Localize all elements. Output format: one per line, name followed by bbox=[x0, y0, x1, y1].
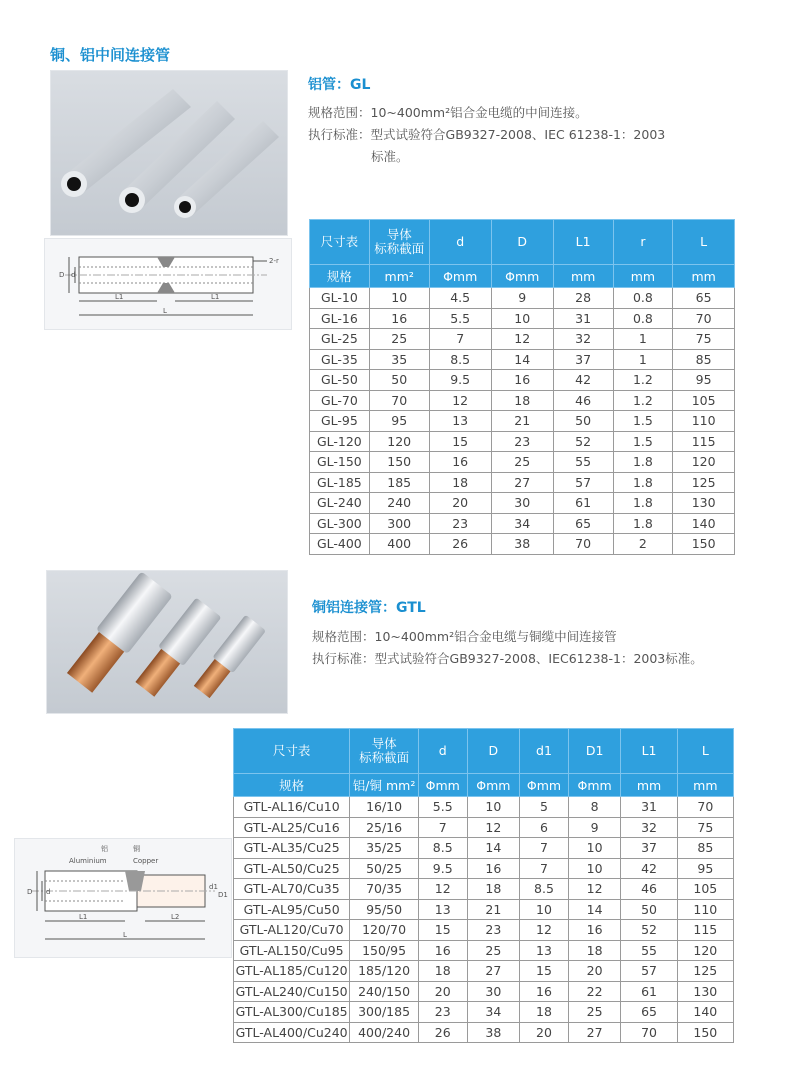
gl-header-cell: 尺寸表 bbox=[310, 220, 370, 265]
gtl-scope-text: 10~400mm²铝合金电缆与铜缆中间连接管 bbox=[374, 629, 617, 644]
gl-table-row bbox=[310, 534, 735, 555]
gl-table-cell: 1.2 bbox=[613, 370, 673, 391]
gl-table-cell: 150 bbox=[673, 534, 735, 555]
gtl-table-cell: 85 bbox=[677, 838, 733, 859]
gtl-table-cell: GTL-AL25/Cu16 bbox=[234, 817, 350, 838]
gl-table-cell: 50 bbox=[553, 411, 613, 432]
gtl-table-cell: 5 bbox=[520, 797, 569, 818]
gtl-table-cell: 400/240 bbox=[350, 1022, 419, 1043]
gl-table-cell: 52 bbox=[553, 431, 613, 452]
gtl-table-cell: 18 bbox=[568, 940, 621, 961]
gtl-table-cell: 42 bbox=[621, 858, 677, 879]
gl-label-L1-right: L1 bbox=[211, 293, 220, 301]
gtl-dimension-drawing bbox=[14, 838, 232, 958]
gtl-table-cell: 57 bbox=[621, 961, 677, 982]
gtl-table-cell: 16 bbox=[520, 981, 569, 1002]
gl-table-cell: 23 bbox=[429, 513, 491, 534]
gl-table-cell: 185 bbox=[369, 472, 429, 493]
gtl-table-cell: 27 bbox=[568, 1022, 621, 1043]
gtl-table-cell: GTL-AL300/Cu185 bbox=[234, 1002, 350, 1023]
gl-table-cell: 70 bbox=[553, 534, 613, 555]
gtl-table-cell: GTL-AL70/Cu35 bbox=[234, 879, 350, 900]
gtl-unit-cell: 铝/铜 mm² bbox=[350, 774, 419, 797]
gtl-table-cell: 16/10 bbox=[350, 797, 419, 818]
gtl-table-cell: 61 bbox=[621, 981, 677, 1002]
gtl-table-row bbox=[234, 961, 734, 982]
gtl-table-cell: 95 bbox=[677, 858, 733, 879]
gl-table-cell: 15 bbox=[429, 431, 491, 452]
gtl-table-cell: 21 bbox=[467, 899, 520, 920]
gtl-unit-cell: Φmm bbox=[467, 774, 520, 797]
gtl-table-cell: 25 bbox=[568, 1002, 621, 1023]
gl-dimension-drawing bbox=[44, 238, 292, 330]
gl-table-cell: 1.8 bbox=[613, 493, 673, 514]
gl-unit-row bbox=[310, 265, 735, 288]
gl-table-cell: 70 bbox=[673, 308, 735, 329]
gtl-table-cell: 7 bbox=[520, 858, 569, 879]
gtl-label-L1: L1 bbox=[79, 913, 88, 921]
gl-table-cell: 1.8 bbox=[613, 452, 673, 473]
gl-table-cell: 25 bbox=[491, 452, 553, 473]
gtl-header-cell: d bbox=[418, 729, 467, 774]
gtl-table-cell: GTL-AL95/Cu50 bbox=[234, 899, 350, 920]
gtl-table-cell: 55 bbox=[621, 940, 677, 961]
gl-table-cell: GL-120 bbox=[310, 431, 370, 452]
gtl-label-L: L bbox=[123, 931, 127, 939]
gtl-unit-cell: Φmm bbox=[418, 774, 467, 797]
gl-table-cell: 37 bbox=[553, 349, 613, 370]
gtl-table-cell: 12 bbox=[520, 920, 569, 941]
gl-table-cell: 0.8 bbox=[613, 288, 673, 309]
gl-table-cell: 1.2 bbox=[613, 390, 673, 411]
gtl-unit-cell: Φmm bbox=[520, 774, 569, 797]
gl-label-L1-left: L1 bbox=[115, 293, 124, 301]
gtl-table-cell: 150/95 bbox=[350, 940, 419, 961]
gl-table-cell: 26 bbox=[429, 534, 491, 555]
gtl-table-cell: 26 bbox=[418, 1022, 467, 1043]
gtl-table-row bbox=[234, 838, 734, 859]
gtl-table-cell: 15 bbox=[520, 961, 569, 982]
gl-description bbox=[308, 102, 728, 168]
gl-table-cell: 16 bbox=[369, 308, 429, 329]
gtl-table-cell: 5.5 bbox=[418, 797, 467, 818]
gtl-table-row bbox=[234, 797, 734, 818]
gl-table-cell: 14 bbox=[491, 349, 553, 370]
gtl-table-cell: 9.5 bbox=[418, 858, 467, 879]
gtl-table-cell: GTL-AL120/Cu70 bbox=[234, 920, 350, 941]
gl-scope-label: 规格范围： bbox=[308, 105, 371, 120]
gtl-table-cell: 10 bbox=[568, 838, 621, 859]
gtl-table-cell: 130 bbox=[677, 981, 733, 1002]
gl-table-cell: GL-25 bbox=[310, 329, 370, 350]
gl-table-cell: 12 bbox=[429, 390, 491, 411]
gl-table-row bbox=[310, 431, 735, 452]
gtl-table-cell: 38 bbox=[467, 1022, 520, 1043]
gtl-table-cell: 8.5 bbox=[418, 838, 467, 859]
gtl-table-cell: GTL-AL185/Cu120 bbox=[234, 961, 350, 982]
gl-table-cell: 9.5 bbox=[429, 370, 491, 391]
gtl-table-cell: 50/25 bbox=[350, 858, 419, 879]
gl-table-row bbox=[310, 329, 735, 350]
gl-label-d: d bbox=[71, 271, 76, 279]
gl-table-cell: 0.8 bbox=[613, 308, 673, 329]
gtl-table-cell: 16 bbox=[418, 940, 467, 961]
gl-table-cell: 105 bbox=[673, 390, 735, 411]
gl-header-row bbox=[310, 220, 735, 265]
gtl-table-cell: 65 bbox=[621, 1002, 677, 1023]
gtl-table-row bbox=[234, 879, 734, 900]
gl-table-row bbox=[310, 411, 735, 432]
gl-table-row bbox=[310, 493, 735, 514]
gtl-table-cell: 7 bbox=[520, 838, 569, 859]
gl-table-cell: 20 bbox=[429, 493, 491, 514]
gtl-table-cell: 300/185 bbox=[350, 1002, 419, 1023]
gtl-table-cell: 10 bbox=[467, 797, 520, 818]
gl-label-L: L bbox=[163, 307, 167, 315]
gl-standard-text-cont: 标准。 bbox=[371, 149, 409, 164]
gtl-table-cell: 13 bbox=[520, 940, 569, 961]
gl-table-cell: 1 bbox=[613, 329, 673, 350]
gtl-table-cell: 9 bbox=[568, 817, 621, 838]
gtl-label-D: D bbox=[27, 888, 33, 896]
gtl-unit-cell: Φmm bbox=[568, 774, 621, 797]
page-title: 铜、铝中间连接管 bbox=[50, 46, 171, 64]
gl-header-cell: L1 bbox=[553, 220, 613, 265]
gtl-table-cell: 6 bbox=[520, 817, 569, 838]
gl-table-cell: 23 bbox=[491, 431, 553, 452]
gtl-table-cell: 50 bbox=[621, 899, 677, 920]
gl-table-cell: 8.5 bbox=[429, 349, 491, 370]
gl-table-cell: 1.8 bbox=[613, 472, 673, 493]
gl-table-cell: 42 bbox=[553, 370, 613, 391]
gl-table-cell: 1.5 bbox=[613, 431, 673, 452]
gtl-table-cell: 13 bbox=[418, 899, 467, 920]
gtl-table-row bbox=[234, 981, 734, 1002]
gl-table-row bbox=[310, 452, 735, 473]
gtl-header-cell: D1 bbox=[568, 729, 621, 774]
gl-header-cell: r bbox=[613, 220, 673, 265]
gl-table-cell: 1 bbox=[613, 349, 673, 370]
gl-table-cell: 18 bbox=[491, 390, 553, 411]
gtl-table-cell: 52 bbox=[621, 920, 677, 941]
gtl-table-cell: GTL-AL50/Cu25 bbox=[234, 858, 350, 879]
gtl-table-cell: 140 bbox=[677, 1002, 733, 1023]
gtl-header-cell: D bbox=[467, 729, 520, 774]
gtl-header-cell: 尺寸表 bbox=[234, 729, 350, 774]
gl-table-cell: 16 bbox=[491, 370, 553, 391]
gtl-label-d1: d1 bbox=[209, 883, 218, 891]
gtl-table-cell: 20 bbox=[520, 1022, 569, 1043]
gtl-table-cell: 125 bbox=[677, 961, 733, 982]
gtl-table-cell: 14 bbox=[467, 838, 520, 859]
gl-section-title: 铝管：GL bbox=[308, 77, 371, 93]
gtl-table-row bbox=[234, 920, 734, 941]
gl-table-cell: 75 bbox=[673, 329, 735, 350]
gl-table-cell: 95 bbox=[369, 411, 429, 432]
gl-unit-cell: Φmm bbox=[429, 265, 491, 288]
gtl-label-D1: D1 bbox=[218, 891, 228, 899]
gl-table-row bbox=[310, 472, 735, 493]
gtl-table-cell: 15 bbox=[418, 920, 467, 941]
gl-table-row bbox=[310, 349, 735, 370]
gtl-table-cell: 7 bbox=[418, 817, 467, 838]
gtl-unit-cell: mm bbox=[621, 774, 677, 797]
gl-table-cell: 18 bbox=[429, 472, 491, 493]
gl-header-cell: D bbox=[491, 220, 553, 265]
gtl-unit-cell: 规格 bbox=[234, 774, 350, 797]
gl-table-cell: 1.8 bbox=[613, 513, 673, 534]
gl-table-cell: 1.5 bbox=[613, 411, 673, 432]
gtl-table-cell: 110 bbox=[677, 899, 733, 920]
gl-table-cell: 130 bbox=[673, 493, 735, 514]
gl-spec-table bbox=[309, 219, 735, 555]
aluminium-tubes-image bbox=[51, 71, 287, 235]
gl-table-cell: 110 bbox=[673, 411, 735, 432]
gtl-table-cell: 20 bbox=[568, 961, 621, 982]
gl-table-cell: 5.5 bbox=[429, 308, 491, 329]
gl-table-cell: 35 bbox=[369, 349, 429, 370]
gtl-table-cell: 18 bbox=[418, 961, 467, 982]
gtl-table-cell: 10 bbox=[568, 858, 621, 879]
gtl-spec-table bbox=[233, 728, 734, 1043]
gl-table-cell: 240 bbox=[369, 493, 429, 514]
gtl-table-cell: 16 bbox=[467, 858, 520, 879]
gl-table-cell: 400 bbox=[369, 534, 429, 555]
gl-table-cell: 27 bbox=[491, 472, 553, 493]
gl-table-cell: 30 bbox=[491, 493, 553, 514]
gl-table-row bbox=[310, 390, 735, 411]
gl-table-cell: 120 bbox=[369, 431, 429, 452]
gtl-table-cell: 35/25 bbox=[350, 838, 419, 859]
gl-table-cell: 4.5 bbox=[429, 288, 491, 309]
gtl-table-row bbox=[234, 858, 734, 879]
gl-table-cell: GL-185 bbox=[310, 472, 370, 493]
gtl-table-cell: 46 bbox=[621, 879, 677, 900]
gtl-table-cell: 95/50 bbox=[350, 899, 419, 920]
gtl-header-cell: L1 bbox=[621, 729, 677, 774]
gtl-table-cell: 10 bbox=[520, 899, 569, 920]
gl-table-cell: 57 bbox=[553, 472, 613, 493]
gl-table-cell: 34 bbox=[491, 513, 553, 534]
gtl-header-cell: L bbox=[677, 729, 733, 774]
gl-header-cell: 导体 标称截面 bbox=[369, 220, 429, 265]
gtl-description bbox=[312, 626, 752, 670]
gl-product-photo bbox=[50, 70, 288, 236]
gtl-table-cell: 12 bbox=[418, 879, 467, 900]
gl-unit-cell: mm² bbox=[369, 265, 429, 288]
gl-table-cell: 13 bbox=[429, 411, 491, 432]
gl-table-cell: 12 bbox=[491, 329, 553, 350]
gtl-table-cell: GTL-AL16/Cu10 bbox=[234, 797, 350, 818]
gtl-table-cell: 25 bbox=[467, 940, 520, 961]
gtl-label-aluminium: Aluminium bbox=[69, 857, 107, 865]
gtl-table-row bbox=[234, 1002, 734, 1023]
gtl-table-cell: 37 bbox=[621, 838, 677, 859]
gl-table-cell: GL-95 bbox=[310, 411, 370, 432]
gl-table-cell: 28 bbox=[553, 288, 613, 309]
gl-table-cell: 50 bbox=[369, 370, 429, 391]
gl-unit-cell: mm bbox=[613, 265, 673, 288]
gtl-table-cell: 20 bbox=[418, 981, 467, 1002]
gtl-table-cell: 75 bbox=[677, 817, 733, 838]
gl-table-cell: GL-240 bbox=[310, 493, 370, 514]
gtl-table-cell: 18 bbox=[467, 879, 520, 900]
gtl-table-cell: GTL-AL35/Cu25 bbox=[234, 838, 350, 859]
gl-table-cell: 9 bbox=[491, 288, 553, 309]
gtl-table-row bbox=[234, 817, 734, 838]
gtl-unit-row bbox=[234, 774, 734, 797]
gl-table-cell: GL-400 bbox=[310, 534, 370, 555]
gl-table-cell: 46 bbox=[553, 390, 613, 411]
gtl-section-title: 铜铝连接管：GTL bbox=[312, 600, 426, 616]
gl-table-cell: 16 bbox=[429, 452, 491, 473]
gtl-table-cell: 150 bbox=[677, 1022, 733, 1043]
gtl-table-cell: 23 bbox=[467, 920, 520, 941]
gtl-table-cell: 70 bbox=[677, 797, 733, 818]
gl-table-cell: GL-10 bbox=[310, 288, 370, 309]
gtl-table-cell: 115 bbox=[677, 920, 733, 941]
gtl-table-cell: 30 bbox=[467, 981, 520, 1002]
gl-table-cell: 65 bbox=[553, 513, 613, 534]
gtl-table-cell: 70 bbox=[621, 1022, 677, 1043]
gtl-table-cell: 185/120 bbox=[350, 961, 419, 982]
gtl-table-cell: 34 bbox=[467, 1002, 520, 1023]
gtl-table-cell: 16 bbox=[568, 920, 621, 941]
gl-table-cell: 31 bbox=[553, 308, 613, 329]
gtl-table-cell: GTL-AL150/Cu95 bbox=[234, 940, 350, 961]
gl-table-cell: 61 bbox=[553, 493, 613, 514]
gtl-table-cell: 120/70 bbox=[350, 920, 419, 941]
gtl-header-cell: d1 bbox=[520, 729, 569, 774]
gtl-scope-label: 规格范围： bbox=[312, 629, 375, 644]
gtl-standard-label: 执行标准： bbox=[312, 651, 375, 666]
gl-table-cell: 10 bbox=[369, 288, 429, 309]
gtl-table-cell: 31 bbox=[621, 797, 677, 818]
gl-table-cell: GL-70 bbox=[310, 390, 370, 411]
gtl-table-cell: 105 bbox=[677, 879, 733, 900]
gl-table-cell: 95 bbox=[673, 370, 735, 391]
gtl-standard-text: 型式试验符合GB9327-2008、IEC61238-1：2003标准。 bbox=[374, 651, 703, 666]
gtl-table-cell: 23 bbox=[418, 1002, 467, 1023]
gtl-table-cell: 120 bbox=[677, 940, 733, 961]
gtl-label-copper: Copper bbox=[133, 857, 159, 865]
gl-scope-text: 10~400mm²铝合金电缆的中间连接。 bbox=[370, 105, 588, 120]
gtl-product-photo bbox=[46, 570, 288, 714]
gl-table-cell: 85 bbox=[673, 349, 735, 370]
gtl-table-cell: 12 bbox=[568, 879, 621, 900]
gl-table-cell: GL-300 bbox=[310, 513, 370, 534]
gl-table-cell: 125 bbox=[673, 472, 735, 493]
gl-unit-cell: 规格 bbox=[310, 265, 370, 288]
gl-standard-text: 型式试验符合GB9327-2008、IEC 61238-1：2003 bbox=[370, 127, 666, 142]
gtl-unit-cell: mm bbox=[677, 774, 733, 797]
gl-header-cell: L bbox=[673, 220, 735, 265]
gtl-table-row bbox=[234, 899, 734, 920]
gtl-label-cu-cn: 铜 bbox=[133, 845, 140, 853]
gl-unit-cell: mm bbox=[553, 265, 613, 288]
copper-aluminium-tubes-image bbox=[47, 571, 287, 713]
gtl-table-cell: 70/35 bbox=[350, 879, 419, 900]
gl-table-cell: 21 bbox=[491, 411, 553, 432]
gl-table-row bbox=[310, 308, 735, 329]
gl-label-D: D bbox=[59, 271, 65, 279]
gl-table-cell: 25 bbox=[369, 329, 429, 350]
gl-table-cell: 32 bbox=[553, 329, 613, 350]
gtl-table-cell: 25/16 bbox=[350, 817, 419, 838]
gl-table-cell: 70 bbox=[369, 390, 429, 411]
gtl-table-cell: 12 bbox=[467, 817, 520, 838]
gl-table-cell: 140 bbox=[673, 513, 735, 534]
gtl-header-row bbox=[234, 729, 734, 774]
gtl-table-cell: 14 bbox=[568, 899, 621, 920]
gl-table-cell: GL-50 bbox=[310, 370, 370, 391]
gl-table-cell: 115 bbox=[673, 431, 735, 452]
gtl-label-L2: L2 bbox=[171, 913, 180, 921]
gl-table-cell: 300 bbox=[369, 513, 429, 534]
gl-table-cell: 7 bbox=[429, 329, 491, 350]
gl-label-r: 2-r bbox=[269, 257, 279, 265]
gtl-table-row bbox=[234, 1022, 734, 1043]
gl-unit-cell: Φmm bbox=[491, 265, 553, 288]
gl-table-row bbox=[310, 370, 735, 391]
gtl-table-cell: GTL-AL240/Cu150 bbox=[234, 981, 350, 1002]
gtl-label-al-cn: 铝 bbox=[101, 845, 108, 853]
gl-table-cell: 150 bbox=[369, 452, 429, 473]
gtl-table-cell: 27 bbox=[467, 961, 520, 982]
gl-table-cell: GL-35 bbox=[310, 349, 370, 370]
gl-header-cell: d bbox=[429, 220, 491, 265]
gl-table-cell: 10 bbox=[491, 308, 553, 329]
gtl-label-d: d bbox=[46, 888, 51, 896]
gl-table-cell: 65 bbox=[673, 288, 735, 309]
gtl-table-cell: 18 bbox=[520, 1002, 569, 1023]
gtl-table-cell: 240/150 bbox=[350, 981, 419, 1002]
gl-table-row bbox=[310, 513, 735, 534]
gtl-header-cell: 导体 标称截面 bbox=[350, 729, 419, 774]
gtl-table-cell: 8 bbox=[568, 797, 621, 818]
gtl-table-cell: 32 bbox=[621, 817, 677, 838]
gl-table-cell: GL-150 bbox=[310, 452, 370, 473]
gl-table-row bbox=[310, 288, 735, 309]
gtl-table-cell: GTL-AL400/Cu240 bbox=[234, 1022, 350, 1043]
gl-standard-label: 执行标准： bbox=[308, 127, 371, 142]
gl-unit-cell: mm bbox=[673, 265, 735, 288]
gl-table-cell: GL-16 bbox=[310, 308, 370, 329]
gl-table-cell: 55 bbox=[553, 452, 613, 473]
gl-table-cell: 2 bbox=[613, 534, 673, 555]
gtl-table-cell: 8.5 bbox=[520, 879, 569, 900]
gl-table-cell: 120 bbox=[673, 452, 735, 473]
gtl-table-cell: 22 bbox=[568, 981, 621, 1002]
gl-table-cell: 38 bbox=[491, 534, 553, 555]
gtl-table-row bbox=[234, 940, 734, 961]
